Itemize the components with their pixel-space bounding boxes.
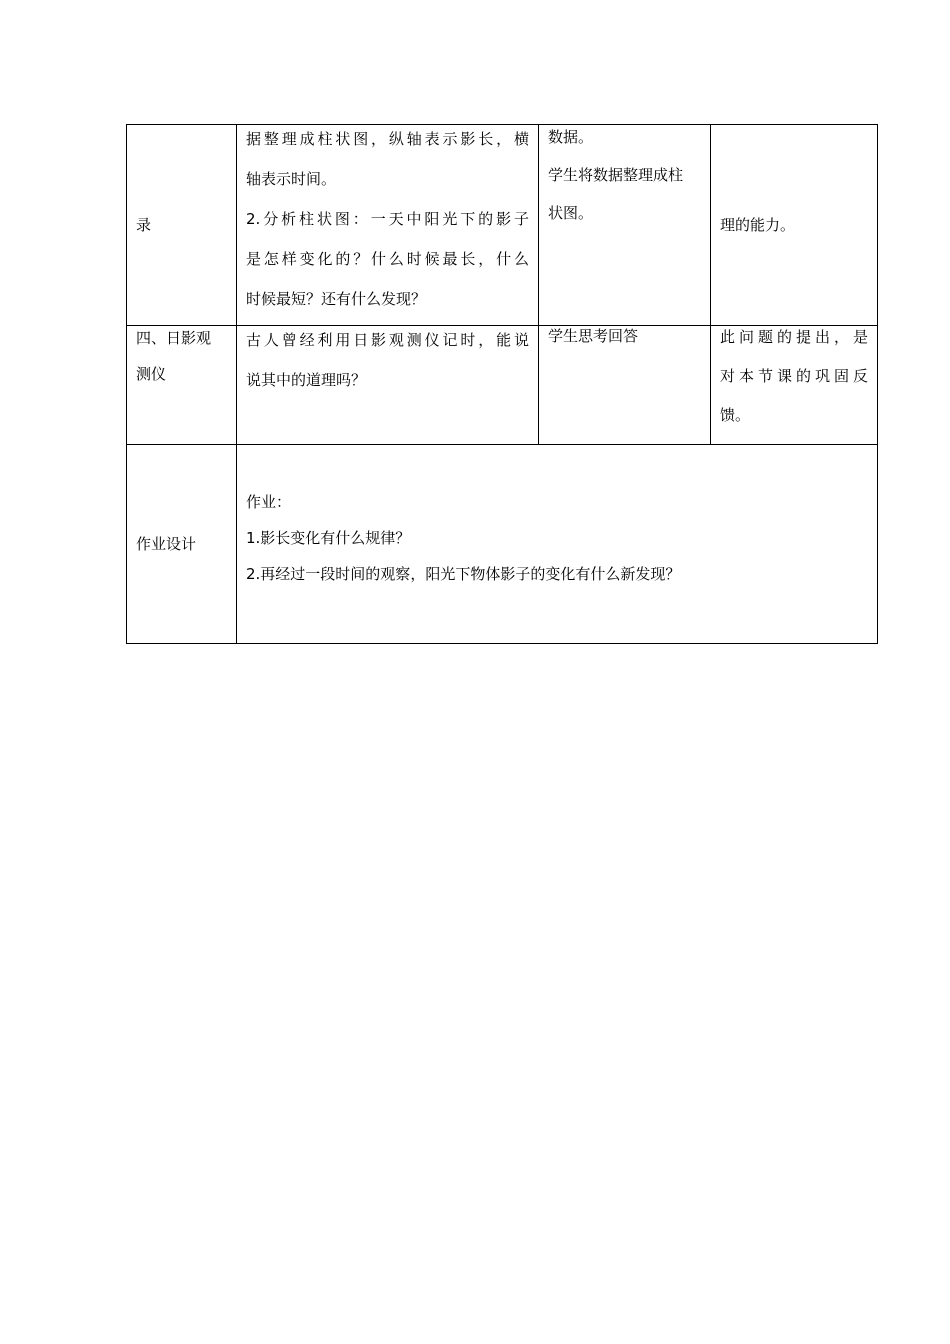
section-label-cell (127, 445, 237, 644)
section-label: 录 (136, 216, 152, 234)
text-line: 1.影长变化有什么规律？ (246, 529, 411, 547)
text-line: 古人曾经利用日影观测仪记时，能说 (246, 331, 529, 349)
section-label-cell (127, 326, 237, 445)
table-row (127, 445, 878, 644)
lesson-plan-table (126, 124, 878, 644)
text-line: 作业： (246, 493, 292, 511)
text-line: 测仪 (136, 365, 167, 383)
text-line: 学生将数据整理成柱 (548, 166, 684, 184)
text-line: 时候最短？还有什么发现？ (246, 290, 427, 308)
text-line: 四、日影观 (136, 329, 212, 347)
design-intent-text: 理的能力。 (720, 216, 796, 234)
homework-cell (237, 445, 878, 644)
teacher-activity-cell (237, 125, 539, 326)
text-line: 对本节课的巩固反 (720, 367, 868, 385)
section-label-cell (127, 125, 237, 326)
text-line: 说其中的道理吗？ (246, 371, 367, 389)
text-line: 轴表示时间。 (246, 170, 337, 188)
text-line: 馈。 (720, 406, 751, 424)
table-row (127, 125, 878, 326)
text-line: 2.再经过一段时间的观察，阳光下物体影子的变化有什么新发现？ (246, 565, 681, 583)
teacher-activity-cell (237, 326, 539, 445)
text-line: 状图。 (548, 204, 594, 222)
table-row (127, 326, 878, 445)
text-line: 数据。 (548, 128, 594, 146)
text-line: 此问题的提出，是 (720, 328, 868, 346)
section-label: 作业设计 (136, 535, 197, 553)
design-intent-cell (711, 125, 878, 326)
student-activity-text: 学生思考回答 (548, 327, 639, 345)
text-line: 2.分析柱状图：一天中阳光下的影子 (246, 210, 529, 228)
student-activity-cell (539, 326, 711, 445)
student-activity-cell (539, 125, 711, 326)
design-intent-cell (711, 326, 878, 445)
text-line: 据整理成柱状图，纵轴表示影长，横 (246, 130, 529, 148)
text-line: 是怎样变化的？什么时候最长，什么 (246, 250, 529, 268)
